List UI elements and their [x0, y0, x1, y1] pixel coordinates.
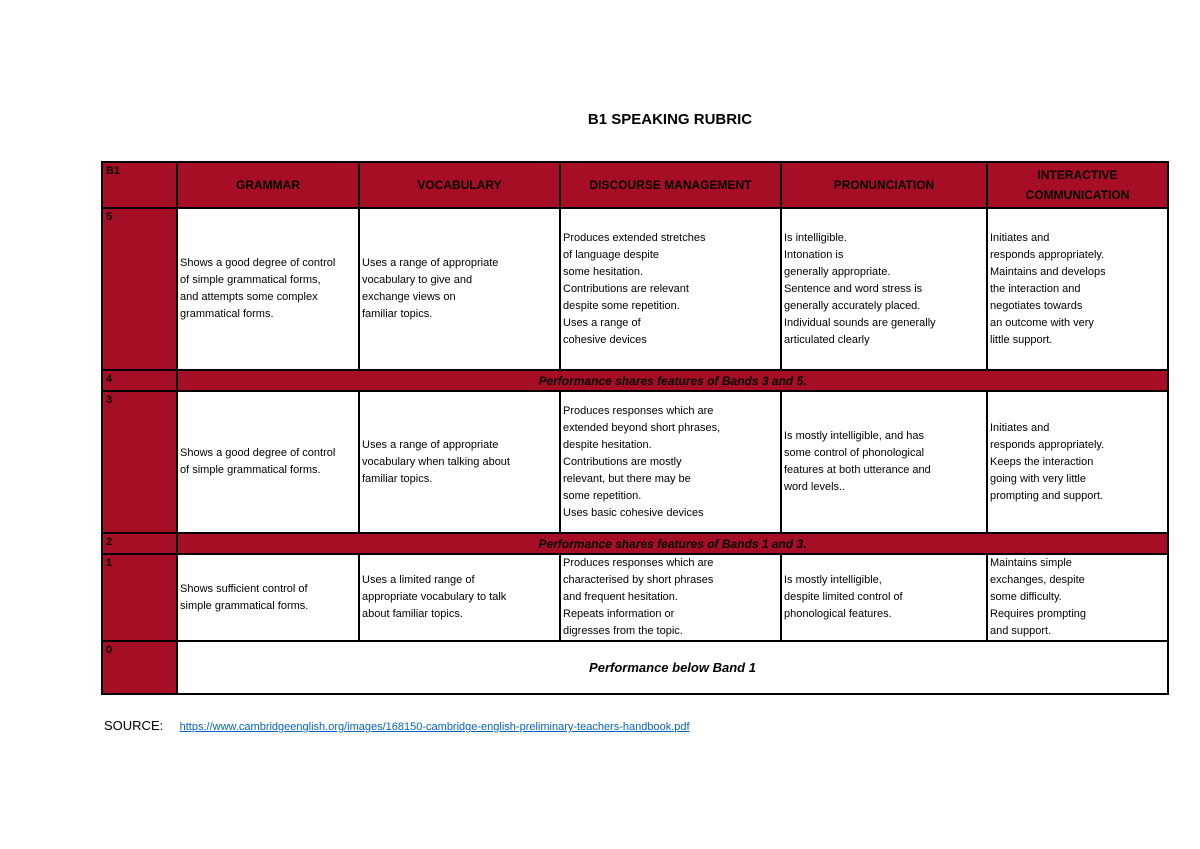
source-line — [104, 718, 690, 733]
cell-text-line: Contributions are relevant — [563, 282, 689, 295]
cell-text-line: cohesive devices — [563, 333, 647, 346]
cell-text-line: Sentence and word stress is — [784, 282, 923, 295]
cell-text-line: Maintains simple — [990, 557, 1072, 569]
cell-text-line: responds appropriately. — [990, 248, 1105, 261]
header-grammar: GRAMMAR — [177, 162, 359, 208]
cell-text-line: Shows a good degree of control — [180, 447, 336, 459]
header-vocabulary: VOCABULARY — [359, 162, 560, 208]
cell-text-line: Maintains and develops — [990, 265, 1106, 278]
source-link[interactable]: https://www.cambridgeenglish.org/images/168150-cambridge-english-preliminary-teachers-handbook.pdf — [179, 721, 690, 733]
cell-text-line: and attempts some complex — [180, 291, 318, 303]
cell-text-line: features at both utterance and — [784, 464, 931, 476]
band1-grammar-cell — [177, 554, 359, 641]
cell-text-line: Initiates and — [990, 231, 1050, 244]
band1-pronunciation-cell — [781, 554, 987, 641]
cell-text-line: vocabulary when talking about — [362, 455, 510, 468]
band3-grammar-cell — [177, 391, 359, 533]
cell-text-line: some repetition. — [563, 489, 642, 502]
cell-text-line: some control of phonological — [784, 447, 925, 459]
band-2-row — [102, 533, 1168, 554]
cell-text-line: word levels.. — [784, 481, 846, 493]
cell-text-line: and support. — [990, 625, 1052, 637]
cell-text-line: Keeps the interaction — [990, 455, 1094, 468]
cell-text-line: Uses basic cohesive devices — [563, 506, 704, 519]
cell-text-line: despite limited control of — [784, 591, 903, 603]
cell-text-line: Shows a good degree of control — [180, 257, 336, 269]
cell-text-line: Requires prompting — [990, 608, 1086, 620]
cell-text-line: extended beyond short phrases, — [563, 421, 721, 434]
band-number: 5 — [102, 208, 177, 370]
cell-text-line: grammatical forms. — [180, 308, 274, 320]
cell-text-line: vocabulary to give and — [362, 274, 473, 286]
band3-interactive-cell — [987, 391, 1168, 533]
cell-text-line: Is mostly intelligible, — [784, 574, 882, 586]
band1-vocabulary-cell — [359, 554, 560, 641]
band-number: 1 — [102, 554, 177, 641]
band2-shared-features: Performance shares features of Bands 1 and 3. — [177, 533, 1168, 554]
band-3-row — [102, 391, 1168, 533]
cell-text-line: Is mostly intelligible, and has — [784, 430, 925, 442]
cell-text-line: generally accurately placed. — [784, 299, 921, 312]
band5-grammar-cell — [177, 208, 359, 370]
band1-discourse-cell — [560, 554, 781, 641]
header-row — [102, 162, 1168, 208]
cell-text-line: responds appropriately. — [990, 438, 1105, 451]
band1-interactive-cell — [987, 554, 1168, 641]
cell-text-line: Produces extended stretches — [563, 231, 706, 244]
band-0-row — [102, 641, 1168, 694]
cell-text-line: appropriate vocabulary to talk — [362, 591, 507, 603]
cell-text-line: familiar topics. — [362, 308, 433, 320]
cell-text-line: relevant, but there may be — [563, 472, 691, 485]
cell-text-line: Produces responses which are — [563, 404, 714, 417]
cell-text-line: Intonation is — [784, 248, 844, 261]
band-1-row — [102, 554, 1168, 641]
band-number: 4 — [102, 370, 177, 391]
cell-text-line: generally appropriate. — [784, 265, 891, 278]
band0-description: Performance below Band 1 — [177, 641, 1168, 694]
cell-text-line: Individual sounds are generally — [784, 316, 936, 329]
cell-text-line: about familiar topics. — [362, 608, 463, 620]
cell-text-line: some difficulty. — [990, 591, 1062, 603]
band-4-row — [102, 370, 1168, 391]
cell-text-line: going with very little — [990, 472, 1086, 485]
cell-text-line: Uses a range of appropriate — [362, 438, 499, 451]
cell-text-line: despite hesitation. — [563, 438, 652, 451]
cell-text-line: Shows sufficient control of — [180, 582, 308, 595]
cell-text-line: and frequent hesitation. — [563, 591, 678, 603]
header-interactive-communication: INTERACTIVE COMMUNICATION — [987, 162, 1168, 208]
cell-text-line: Uses a range of appropriate — [362, 257, 499, 269]
band-number: 2 — [102, 533, 177, 554]
cell-text-line: familiar topics. — [362, 472, 433, 485]
cell-text-line: Repeats information or — [563, 608, 675, 620]
cell-text-line: simple grammatical forms. — [180, 599, 309, 612]
band5-pronunciation-cell — [781, 208, 987, 370]
speaking-rubric-table — [101, 161, 1169, 695]
band3-discourse-cell — [560, 391, 781, 533]
cell-text-line: some hesitation. — [563, 265, 644, 278]
band5-vocabulary-cell — [359, 208, 560, 370]
source-label: SOURCE: — [104, 718, 164, 733]
cell-text-line: exchange views on — [362, 291, 456, 303]
cell-text-line: phonological features. — [784, 608, 892, 620]
cell-text-line: negotiates towards — [990, 299, 1083, 312]
band3-vocabulary-cell — [359, 391, 560, 533]
cell-text-line: Is intelligible. — [784, 231, 847, 244]
cell-text-line: despite some repetition. — [563, 299, 680, 312]
cell-text-line: Uses a limited range of — [362, 574, 475, 586]
band-5-row — [102, 208, 1168, 370]
band5-interactive-cell — [987, 208, 1168, 370]
band5-discourse-cell — [560, 208, 781, 370]
cell-text-line: of simple grammatical forms. — [180, 464, 321, 476]
cell-text-line: little support. — [990, 333, 1053, 346]
cell-text-line: an outcome with very — [990, 316, 1094, 329]
header-pronunciation: PRONUNCIATION — [781, 162, 987, 208]
band4-shared-features: Performance shares features of Bands 3 and 5. — [177, 370, 1168, 391]
cell-text-line: of language despite — [563, 248, 660, 261]
cell-text-line: exchanges, despite — [990, 574, 1085, 586]
cell-text-line: Produces responses which are — [563, 557, 714, 569]
cell-text-line: of simple grammatical forms, — [180, 274, 321, 286]
band3-pronunciation-cell — [781, 391, 987, 533]
page-title: B1 SPEAKING RUBRIC — [587, 111, 753, 128]
cell-text-line: Initiates and — [990, 421, 1050, 434]
header-discourse-management: DISCOURSE MANAGEMENT — [560, 162, 781, 208]
cell-text-line: prompting and support. — [990, 489, 1104, 502]
band-number: 3 — [102, 391, 177, 533]
cell-text-line: Contributions are mostly — [563, 455, 682, 468]
band-number: 0 — [102, 641, 177, 694]
cell-text-line: Uses a range of — [563, 316, 641, 329]
cell-text-line: characterised by short phrases — [563, 574, 714, 586]
band-header-cell: B1 — [102, 162, 177, 208]
cell-text-line: the interaction and — [990, 282, 1081, 295]
cell-text-line: articulated clearly — [784, 333, 870, 346]
cell-text-line: digresses from the topic. — [563, 625, 683, 637]
